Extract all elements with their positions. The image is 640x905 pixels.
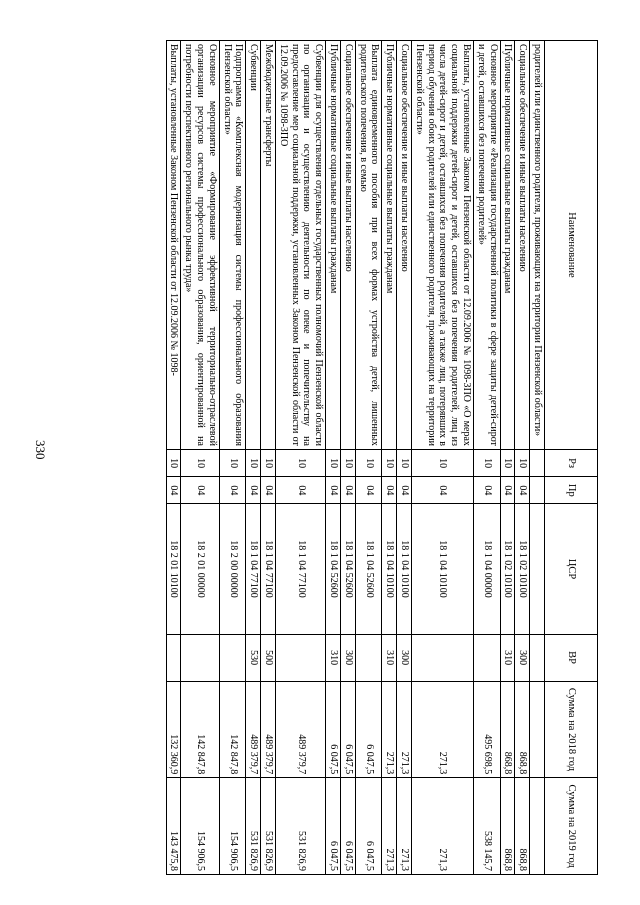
cell-sum-2018 bbox=[530, 681, 545, 778]
cell-vr bbox=[219, 634, 246, 681]
cell-rz: 10 bbox=[326, 449, 341, 476]
cell-rz: 10 bbox=[219, 449, 246, 476]
table-row bbox=[355, 41, 382, 875]
cell-csr: 18 1 04 00000 bbox=[474, 504, 501, 634]
cell-sum-2019: 143 475,8 bbox=[166, 778, 181, 875]
budget-table bbox=[166, 40, 598, 875]
cell-csr: 18 2 00 00000 bbox=[219, 504, 246, 634]
cell-rz bbox=[530, 449, 545, 476]
cell-vr bbox=[412, 634, 474, 681]
cell-pr: 04 bbox=[341, 477, 356, 504]
cell-name: Социальное обеспечение и иные выплаты населению bbox=[515, 41, 530, 450]
cell-csr: 18 1 04 10100 bbox=[382, 504, 397, 634]
cell-name: Выплата единовременного пособия при всех формах устройства детей, лишенных родительского попечения, в семью bbox=[355, 41, 382, 450]
cell-name: Основное мероприятие «Реализация государственной политики в сфере защиты детей-сирот и детей, оставшихся без попечения родителей» bbox=[474, 41, 501, 450]
table-row bbox=[261, 41, 276, 875]
cell-name: Субвенции для осуществления отдельных государственных полномочий Пензенской области по организации и осуществлению деятельности по опеке и попечительству на предоставление мер социальной поддержки, установленных Законом Пензенской области от 12.09.2006 № 1098-ЗПО bbox=[276, 41, 326, 450]
cell-pr bbox=[530, 477, 545, 504]
cell-sum-2019: 154 906,5 bbox=[181, 778, 219, 875]
header-rz: Рз bbox=[545, 449, 598, 476]
cell-vr bbox=[276, 634, 326, 681]
cell-csr: 18 1 02 10100 bbox=[515, 504, 530, 634]
cell-sum-2019: 6 047,5 bbox=[341, 778, 356, 875]
table-header-row bbox=[545, 41, 598, 875]
table-row bbox=[276, 41, 326, 875]
cell-sum-2019: 271,3 bbox=[412, 778, 474, 875]
cell-csr: 18 1 04 77100 bbox=[261, 504, 276, 634]
header-vr: ВР bbox=[545, 634, 598, 681]
cell-name: Выплаты, установленные Законом Пензенской области от 12.09.2006 № 1098- bbox=[166, 41, 181, 450]
cell-csr: 18 1 04 77100 bbox=[276, 504, 326, 634]
cell-csr: 18 1 04 77100 bbox=[246, 504, 261, 634]
cell-pr: 04 bbox=[219, 477, 246, 504]
cell-sum-2018: 868,8 bbox=[515, 681, 530, 778]
cell-vr: 310 bbox=[326, 634, 341, 681]
cell-name: Подпрограмма «Комплексная модернизация системы профессионального образования Пензенской области» bbox=[219, 41, 246, 450]
cell-vr: 300 bbox=[341, 634, 356, 681]
cell-csr: 18 1 04 52600 bbox=[355, 504, 382, 634]
cell-name: Публичные нормативные социальные выплаты гражданам bbox=[326, 41, 341, 450]
cell-rz: 10 bbox=[341, 449, 356, 476]
cell-vr bbox=[530, 634, 545, 681]
header-sum-2018: Сумма на 2018 год bbox=[545, 681, 598, 778]
cell-pr: 04 bbox=[474, 477, 501, 504]
cell-name: Субвенции bbox=[246, 41, 261, 450]
cell-csr: 18 1 04 10100 bbox=[412, 504, 474, 634]
cell-sum-2019: 6 047,5 bbox=[326, 778, 341, 875]
header-csr: ЦСР bbox=[545, 504, 598, 634]
cell-vr: 310 bbox=[500, 634, 515, 681]
cell-sum-2019: 531 826,9 bbox=[261, 778, 276, 875]
cell-sum-2018: 489 379,7 bbox=[261, 681, 276, 778]
table-row bbox=[500, 41, 515, 875]
cell-name: Социальное обеспечение и иные выплаты населению bbox=[341, 41, 356, 450]
cell-rz: 10 bbox=[474, 449, 501, 476]
table-row bbox=[515, 41, 530, 875]
table-row bbox=[326, 41, 341, 875]
cell-sum-2019: 868,8 bbox=[515, 778, 530, 875]
cell-sum-2019 bbox=[530, 778, 545, 875]
cell-sum-2018: 132 360,9 bbox=[166, 681, 181, 778]
cell-pr: 04 bbox=[181, 477, 219, 504]
cell-rz: 10 bbox=[515, 449, 530, 476]
cell-sum-2019: 868,8 bbox=[500, 778, 515, 875]
cell-vr: 530 bbox=[246, 634, 261, 681]
cell-sum-2019: 271,3 bbox=[397, 778, 412, 875]
cell-name: Межбюджетные трансферты bbox=[261, 41, 276, 450]
table-row bbox=[246, 41, 261, 875]
cell-name: родителей или единственного родителя, проживающих на территории Пензенской области» bbox=[530, 41, 545, 450]
table-row bbox=[412, 41, 474, 875]
cell-csr: 18 1 04 52600 bbox=[341, 504, 356, 634]
header-name: Наименование bbox=[545, 41, 598, 450]
cell-name: Выплаты, установленные Законом Пензенской области от 12.09.2006 № 1098-ЗПО «О мерах социальной поддержки детей-сирот и детей, оставшихся без попечения родителей, лиц из числа детей-сирот и детей, оставшихся без попечения родителей, а также лиц, потерявших в период обучения обоих родителей или единственного родителя, проживающих на территории Пензенской области» bbox=[412, 41, 474, 450]
cell-pr: 04 bbox=[382, 477, 397, 504]
cell-sum-2018: 6 047,5 bbox=[326, 681, 341, 778]
cell-rz: 10 bbox=[276, 449, 326, 476]
cell-sum-2018: 495 698,5 bbox=[474, 681, 501, 778]
cell-csr: 18 1 02 10100 bbox=[500, 504, 515, 634]
table-row bbox=[181, 41, 219, 875]
table-row bbox=[219, 41, 246, 875]
cell-rz: 10 bbox=[412, 449, 474, 476]
cell-csr bbox=[530, 504, 545, 634]
cell-pr: 04 bbox=[326, 477, 341, 504]
cell-vr bbox=[181, 634, 219, 681]
cell-pr: 04 bbox=[355, 477, 382, 504]
cell-csr: 18 2 01 00000 bbox=[181, 504, 219, 634]
table-row bbox=[382, 41, 397, 875]
cell-rz: 10 bbox=[500, 449, 515, 476]
cell-vr: 500 bbox=[261, 634, 276, 681]
cell-csr: 18 2 01 10100 bbox=[166, 504, 181, 634]
cell-csr: 18 1 04 10100 bbox=[397, 504, 412, 634]
page-number: 330 bbox=[33, 440, 48, 460]
cell-name: Основное мероприятие «Формирование эффективной территориально-отраслевой организации ресурсов системы профессионального образования, ориентированной на потребности перспективного регионального рынка труда» bbox=[181, 41, 219, 450]
rotated-table-wrapper bbox=[50, 40, 598, 875]
cell-sum-2018: 868,8 bbox=[500, 681, 515, 778]
cell-name: Публичные нормативные социальные выплаты гражданам bbox=[382, 41, 397, 450]
cell-vr bbox=[474, 634, 501, 681]
cell-pr: 04 bbox=[397, 477, 412, 504]
cell-pr: 04 bbox=[412, 477, 474, 504]
cell-sum-2018: 489 379,7 bbox=[246, 681, 261, 778]
cell-name: Социальное обеспечение и иные выплаты населению bbox=[397, 41, 412, 450]
cell-pr: 04 bbox=[166, 477, 181, 504]
cell-pr: 04 bbox=[246, 477, 261, 504]
header-sum-2019: Сумма на 2019 год bbox=[545, 778, 598, 875]
cell-pr: 04 bbox=[515, 477, 530, 504]
cell-sum-2019: 271,3 bbox=[382, 778, 397, 875]
cell-sum-2018: 271,3 bbox=[397, 681, 412, 778]
cell-sum-2019: 6 047,5 bbox=[355, 778, 382, 875]
cell-csr: 18 1 04 52600 bbox=[326, 504, 341, 634]
table-row bbox=[166, 41, 181, 875]
cell-vr: 310 bbox=[382, 634, 397, 681]
cell-vr: 300 bbox=[515, 634, 530, 681]
cell-rz: 10 bbox=[355, 449, 382, 476]
cell-sum-2019: 154 906,5 bbox=[219, 778, 246, 875]
cell-pr: 04 bbox=[261, 477, 276, 504]
cell-sum-2019: 531 826,9 bbox=[246, 778, 261, 875]
cell-name: Публичные нормативные социальные выплаты гражданам bbox=[500, 41, 515, 450]
cell-rz: 10 bbox=[246, 449, 261, 476]
cell-rz: 10 bbox=[181, 449, 219, 476]
cell-pr: 04 bbox=[500, 477, 515, 504]
cell-rz: 10 bbox=[397, 449, 412, 476]
cell-sum-2018: 142 847,8 bbox=[181, 681, 219, 778]
cell-sum-2019: 531 826,9 bbox=[276, 778, 326, 875]
cell-rz: 10 bbox=[166, 449, 181, 476]
header-pr: Пр bbox=[545, 477, 598, 504]
table-row bbox=[341, 41, 356, 875]
cell-sum-2018: 6 047,5 bbox=[355, 681, 382, 778]
cell-vr: 300 bbox=[397, 634, 412, 681]
cell-pr: 04 bbox=[276, 477, 326, 504]
cell-sum-2018: 142 847,8 bbox=[219, 681, 246, 778]
table-row bbox=[397, 41, 412, 875]
cell-vr bbox=[166, 634, 181, 681]
cell-sum-2019: 538 145,7 bbox=[474, 778, 501, 875]
cell-rz: 10 bbox=[382, 449, 397, 476]
cell-sum-2018: 6 047,5 bbox=[341, 681, 356, 778]
cell-sum-2018: 271,3 bbox=[412, 681, 474, 778]
cell-sum-2018: 271,3 bbox=[382, 681, 397, 778]
table-row bbox=[474, 41, 501, 875]
cell-sum-2018: 489 379,7 bbox=[276, 681, 326, 778]
cell-vr bbox=[355, 634, 382, 681]
table-row bbox=[530, 41, 545, 875]
cell-rz: 10 bbox=[261, 449, 276, 476]
